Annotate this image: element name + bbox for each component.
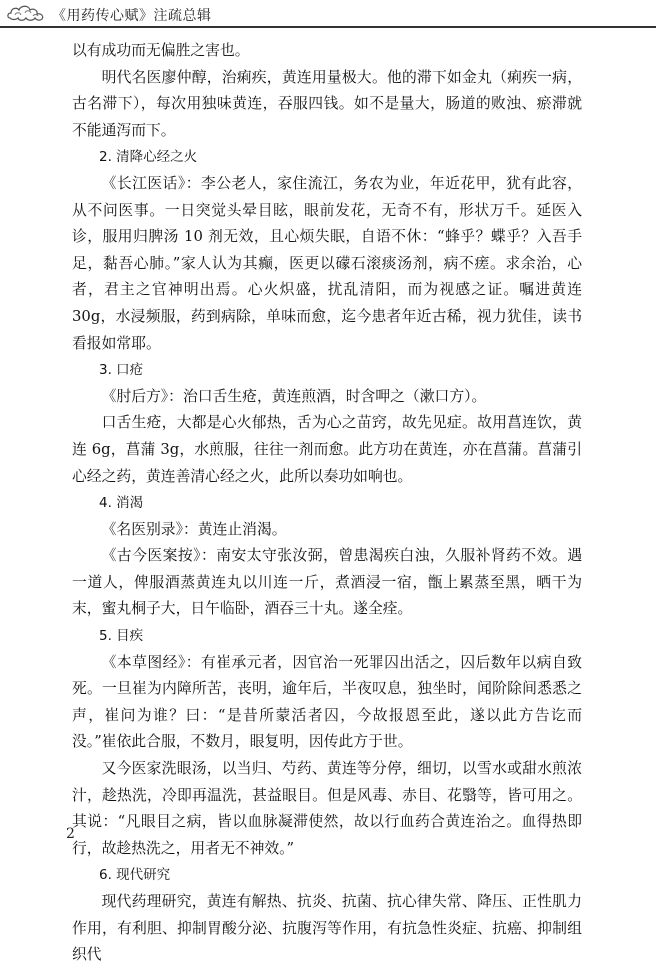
section-heading: 6. 现代研究 (99, 867, 171, 884)
paragraph: 《古今医案按》：南安太守张汝弼，曾患渴疾白浊，久服补肾药不效。遇一道人，俾服酒蒸黄连丸以川连一斤，煮酒浸一宿，甑上累蒸至黑，晒干为末，蜜丸桐子大，日午临卧，酒吞三十丸。遂全痊。 (72, 547, 582, 618)
section-heading: 3. 口疮 (99, 362, 144, 379)
paragraph: 《长江医话》：李公老人，家住流江，务农为业，年近花甲，犹有此容，从不问医事。一日突觉头晕目眩，眼前发花，无奇不有，形状万千。延医入诊，服用归脾汤 10 剂无效，且心烦失眠，自语不休：“蜂乎？蝶乎？入吾手足，黏吾心肺。”家人认为其癫，医更以礞石滚痰汤剂，病不瘥。求余治，心者，君主之官神明出焉。心火炽盛，扰乱清阳，而为视感之证。嘱进黄连 30g，水浸频服，药到病除，单味而愈，迄今患者年近古稀，视力犹佳，读书看报如常耶。 (72, 174, 582, 352)
paragraph: 《本草图经》：有崔承元者，因官治一死罪囚出活之，囚后数年以病自致死。一旦崔为内障所苦，丧明，逾年后，半夜叹息，独坐时，闻阶除间悉悉之声，崔问为谁？曰：“是昔所蒙活者囚，今故报恩至此，遂以此方告讫而没。”崔依此合服，不数月，眼复明，因传此方于世。 (72, 653, 582, 751)
section-heading: 4. 消渴 (99, 495, 144, 512)
paragraph: 以有成功而无偏胜之害也。 (72, 42, 250, 59)
section-heading: 5. 目疾 (99, 628, 144, 645)
paragraph: 又今医家洗眼汤，以当归、芍药、黄连等分停，细切，以雪水或甜水煎浓汁，趁热洗，冷即再温洗，甚益眼目。但是风毒、赤目、花翳等，皆可用之。其说：“凡眼目之病，皆以血脉凝滞使然，故以行血药合黄连治之。血得热即行，故趁热洗之，用者无不神效。” (72, 760, 582, 857)
page-number: 2 (66, 826, 75, 842)
cloud-ornament-icon (6, 2, 46, 24)
paragraph: 《名医别录》：黄连止消渴。 (101, 520, 287, 538)
paragraph: 口舌生疮，大都是心火郁热，舌为心之苗窍，故先见症。故用菖连饮，黄连 6g，菖蒲 3g，水煎服，往往一剂而愈。此方功在黄连，亦在菖蒲。菖蒲引心经之药，黄连善清心经之火，此所以奏功如响也。 (72, 414, 582, 485)
paragraph: 现代药理研究，黄连有解热、抗炎、抗菌、抗心律失常、降压、正性肌力作用，有利胆、抑制胃酸分泌、抗腹泻等作用，有抗急性炎症、抗癌、抑制组织代 (72, 893, 582, 964)
paragraph: 明代名医廖仲醇，治痢疾，黄连用量极大。他的滞下如金丸（痢疾一病，古名滞下），每次用独味黄连，吞服四钱。如不是量大，肠道的败浊、瘀滞就不能通泻而下。 (72, 68, 582, 139)
paragraph: 《肘后方》：治口舌生疮，黄连煎酒，时含呷之（漱口方）。 (101, 387, 487, 405)
running-header-title: 《用药传心赋》注疏总辑 (52, 8, 212, 24)
page-body (72, 38, 582, 969)
section-heading: 2. 清降心经之火 (99, 149, 198, 166)
page-header (0, 0, 656, 34)
header-rule (0, 26, 656, 28)
